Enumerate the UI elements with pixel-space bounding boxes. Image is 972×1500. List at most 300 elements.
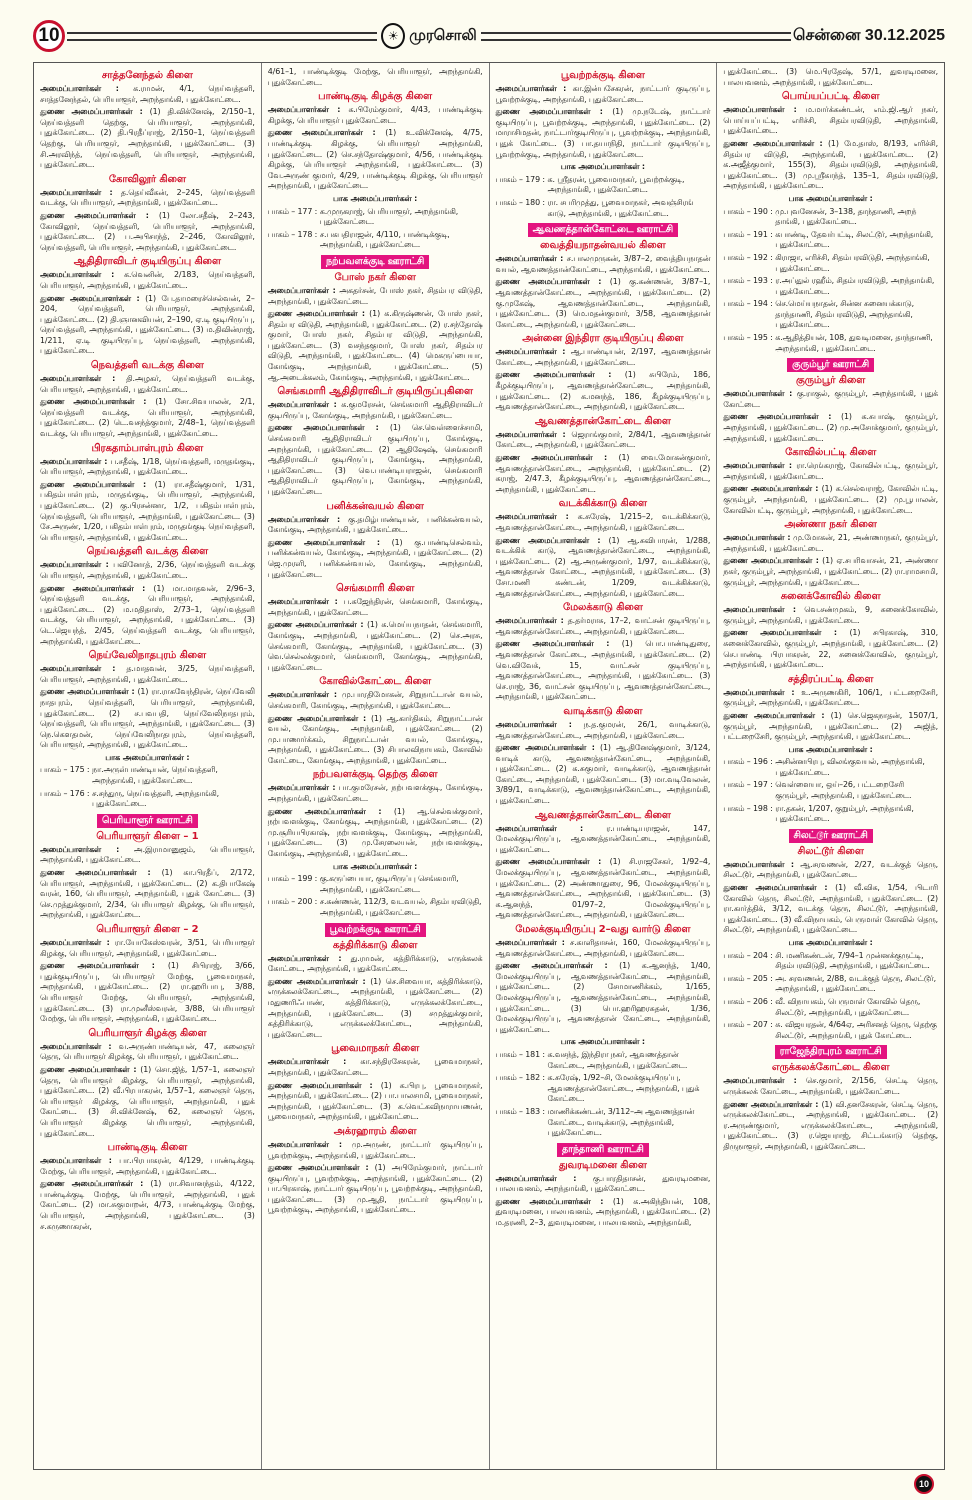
part-text: க.சுரேஷ், 1/92–சி, மேலக்குடியிருப்பு, ஆவணத்தான்கோட்டை, அறந்தாங்கி, புதுக் கோட்டை. bbox=[547, 1073, 700, 1104]
part-text: க.ஆதித்தியன், 108, துவடிமனை, தாந்தாணி, அறந்தாங்கி, புதுக்கோட்டை. bbox=[775, 333, 933, 353]
entry-label: துணை அமைப்பாளர்கள் : bbox=[40, 1179, 144, 1189]
deputy-organizers-entry bbox=[40, 868, 255, 921]
masthead bbox=[33, 18, 945, 54]
organizers-entry bbox=[268, 690, 483, 711]
entry-label: அமைப்பாளர்கள் : bbox=[495, 84, 567, 93]
entry-text: (1) சபிரகாஷ், 310, சுனைக்கோவில், குரும்பூர், அறந்தாங்கி, புதுக்கோட்டை. (2) செ.பாண்டி பிரபாகரன், 22, சுனைக்கோவில், குரும்பூர், அறந்தாங்கி, புதுக்கோட்டை. bbox=[723, 628, 938, 670]
entry-text: (1) க.ஆனந்த், 1/40, மேலக்குடியிருப்பு, ஆவணத்தான்கோட்டை, அறந்தாங்கி, புதுக்கோட்டை. (2) சோமாணிக்கம், 1/165, மேலக்குடியிருப்பு, ஆவணத்தான்கோட்டை, அறந்தாங்கி, புதுக்கோட்டை. (3) பொ.ஹரிஹரசுதன், 1/36, மேலக்குடியிருப்பு, ஆவணத்தான் கோட்டை, அறந்தாங்கி, புதுக்கோட்டை. bbox=[495, 961, 711, 1034]
entry-label: துணை அமைப்பாளர்கள் : bbox=[495, 857, 602, 867]
entry-text: ரா.ரெங்கராஜ், கோவில்பட்டி, குரும்பூர், அறந்தாங்கி, புதுக்கோட்டை. bbox=[723, 461, 938, 481]
entry-label: அமைப்பாளர்கள் : bbox=[267, 597, 338, 607]
newspaper-name: முரசொலி bbox=[409, 26, 477, 44]
entry-label: துணை அமைப்பாளர்கள் : bbox=[40, 293, 140, 303]
entry-text: (1) பொ.பாண்டிதுரை, ஆவணத்தான் கோட்டை, அறந்தாங்கி, புதுக்கோட்டை. (2) வெ.விவேக், 15, வாட்சன் குடியிருப்பு, ஆவணத்தான்கோட்டை, அறந்தாங்கி, புதுக்கோட்டை. (3) செ.ராஜ், 36, வாட்சன் குடியிருப்பு, ஆவணத்தான்கோட்டை, அறந்தாங்கி, புதுக்கோட்டை. bbox=[495, 639, 711, 702]
part-number: பாகம் – 183 : bbox=[495, 1106, 545, 1116]
branch-heading: வடக்கிக்காடு கிளை bbox=[558, 498, 647, 510]
deputy-organizers-entry bbox=[723, 1100, 938, 1153]
branch-heading: அண்ணா நகர் கிளை bbox=[784, 519, 877, 531]
continued-text: 4/61–1, பாண்டிக்குடி மேற்கு, பெரியாளூர், அறந்தாங்கி, புதுக்கோட்டை. bbox=[267, 67, 483, 87]
deputy-organizers-entry bbox=[40, 211, 255, 253]
entry-text: வெ.சண்முகம், 9, சுனைக்கோவில், குரும்பூர், அறந்தாங்கி, புதுக்கோட்டை. bbox=[723, 605, 939, 625]
part-text: மு.புவனேசன், 3–138, தாந்தாணி, அறந் தாங்கி, புதுக்கோட்டை. bbox=[775, 206, 917, 227]
entry-label: துணை அமைப்பாளர்கள் : bbox=[40, 687, 135, 697]
entry-text: ஜெராங்குமார், 2/84/1, ஆவணத்தான் கோட்டை, அறந்தாங்கி, புதுக்கோட்டை. bbox=[495, 429, 711, 450]
panchayat-banner-label: பூவற்றக்குடி ஊராட்சி bbox=[325, 923, 426, 937]
part-number: பாகம் – 195 : bbox=[723, 333, 773, 343]
part-text: வெள்ளையா, ஒய்–26, பட்டறைசேரி குரும்பூர், அறந்தாங்கி, புதுக்கோட்டை. bbox=[775, 780, 912, 801]
organizers-entry bbox=[723, 860, 938, 881]
entry-text: (1) க.அகிந்தியன், 108, துவரடிமனை, பாலயவனம், அறந்தாங்கி, புதுக்கோட்டை. (2) ம.தரணி, 2–3, துவரடிமனை, பாலயவனம், அறந்தாங்கி, bbox=[495, 1196, 711, 1228]
branch-heading: அன்னை இந்திரா குடியிருப்பு கிளை bbox=[522, 333, 684, 345]
entry-label: துணை அமைப்பாளர்கள் : bbox=[723, 883, 828, 893]
branch-heading: பூவற்றக்குடி கிளை bbox=[560, 70, 645, 81]
organizers-entry bbox=[723, 461, 938, 482]
part-number: பாகம் – 196 : bbox=[723, 757, 773, 767]
deputy-organizers-entry bbox=[496, 453, 711, 495]
entry-label: அமைப்பாளர்கள் : bbox=[723, 533, 791, 543]
deputy-organizers-entry bbox=[496, 536, 711, 600]
part-entry bbox=[723, 207, 938, 228]
entry-text: ம.மார்க்கண்டன், எம்.ஜி.ஆர் நகர், பொய்யப்பட்டி, எரிச்சி, சிதம்பரவிடுதி, அறந்தாங்கி, புதுக்கோட்டை. bbox=[723, 105, 938, 136]
panchayat-banner-label: நற்பவளக்குடி ஊராட்சி bbox=[321, 255, 429, 269]
organizers-entry bbox=[40, 374, 255, 395]
entry-label: துணை அமைப்பாளர்கள் : bbox=[40, 479, 147, 489]
part-organizers-heading: பாக அமைப்பாளர்கள் : bbox=[560, 1037, 645, 1047]
deputy-organizers-entry bbox=[496, 639, 711, 703]
entry-label: துணை அமைப்பாளர்கள் : bbox=[495, 961, 608, 971]
entry-text: (1) அபிரேம்குமார், நாட்டார் குடியிருப்பு, பூவற்றக்குடி, அறந்தாங்கி, புதுக்கோட்டை. (2) பா.பிரகாஷ், நாட்டார் குடியிருப்பு, பூவற்றக்குடி, அறந்தாங்கி, புதுக்கோட்டை. (3) மு.ஆதி, நாட்டார் குடியிருப்பு, பூவற்றக்குடி, அறந்தாங்கி, புதுக்கோட்டை. bbox=[267, 1163, 483, 1215]
entry-text: வ.அருண்பாண்டியன், 47, கலைஞர் தெரு, பெரியாளூர் கிழக்கு, பெரியாளூர், புதுக்கோட்டை. bbox=[40, 1041, 255, 1062]
entry-label: அமைப்பாளர்கள் : bbox=[40, 1041, 112, 1051]
deputy-organizers-entry bbox=[40, 397, 255, 439]
part-entry bbox=[268, 897, 483, 918]
entry-label: துணை அமைப்பாளர்கள் : bbox=[723, 138, 823, 148]
branch-heading: எருக்கலக்கோட்டை கிளை bbox=[771, 1062, 890, 1074]
organizers-entry bbox=[496, 824, 711, 856]
part-number: பாகம் – 207 : bbox=[723, 1020, 773, 1030]
entry-text: ச.பாலமுருகன், 3/87–2, வைத்தியநாதன் வயல், ஆவணத்தான்கோட்டை, அறந்தாங்கி, புதுக்கோட்டை. bbox=[495, 254, 711, 274]
entry-label: அமைப்பாளர்கள் : bbox=[495, 429, 566, 439]
organizers-entry bbox=[496, 254, 711, 275]
deputy-organizers-entry bbox=[268, 423, 483, 497]
part-number: பாகம் – 205 : bbox=[723, 973, 773, 983]
branch-heading: துவரடிமனை கிளை bbox=[558, 1159, 647, 1171]
entry-text: (1) மா.மாதவன், 2/96–3, நெய்வத்தளி வடக்கு, பெரியாளூர், அறந்தாங்கி, புதுக்கோட்டை. (2) ம.மதிதாஸ், 2/73–1, நெய்வத்தளி வடக்கு, பெரியாளூர், அறந்தாங்கி, புதுக்கோட்டை. (3) டெ.ஜெயந்த், 2/45, நெய்வத்தளி வடக்கு, பெரியாளூர், அறந்தாங்கி, புதுக்கோட்டை. bbox=[40, 583, 255, 646]
branch-heading: கத்திரிக்காடு கிளை bbox=[332, 939, 418, 951]
entry-text: த.மாதவன், 3/25, நெய்வத்தளி, பெரியாளூர், அறந்தாங்கி, புதுக்கோட்டை. bbox=[40, 664, 255, 684]
organizers-entry bbox=[40, 84, 255, 105]
part-organizers-heading: பாக அமைப்பாளர்கள் : bbox=[788, 193, 873, 203]
entry-label: துணை அமைப்பாளர்கள் : bbox=[495, 107, 603, 117]
part-number: பாகம் – 181 : bbox=[495, 1049, 545, 1059]
branch-heading: அக்ரஹாரம் கிளை bbox=[333, 1125, 417, 1137]
entry-text: (1) ரா.சிவானந்தம், 4/122, பாண்டிக்குடி மேற்கு, பெரியாளூர், அறந்தாங்கி, புதுக் கோட்டை. (2) மா.சுகுமாறன், 4/73, பாண்டிக்குடி மேற்கு, பெரியாளூர், அறந்தாங்கி, புதுக்கோட்டை. (3) ச.கருணாகரன், bbox=[40, 1179, 255, 1231]
organizers-entry bbox=[496, 1174, 711, 1195]
organizers-entry bbox=[723, 105, 938, 137]
part-number: பாகம் – 192 : bbox=[723, 252, 773, 262]
organizers-entry bbox=[723, 1076, 938, 1097]
part-text: சு. விஜயரதன், 4/64ஏ, அரிசனத் தெரு, தெற்கு சிலட்டூர், அறந்தாங்கி, புதுக் கோட்டை. bbox=[775, 1020, 937, 1040]
deputy-organizers-entry bbox=[40, 480, 255, 544]
organizers-entry bbox=[496, 938, 711, 959]
entry-label: துணை அமைப்பாளர்கள் : bbox=[723, 628, 837, 638]
branch-heading: பொய்யப்பட்டி கிளை bbox=[781, 91, 880, 103]
part-number: பாகம் – 194 : bbox=[723, 299, 773, 309]
entry-text: (1) ரா.ராகவேந்திரன், நெய்வேலி நாதபுரம், நெய்வத்தளி, பெரியாளூர், அறந்தாங்கி, புதுக்கோட்டை. (2) ச.பவபதி, நெய்வேலிநாதபுரம், நெய்வத்தளி, பெரியாளூர், அறந்தாங்கி, புதுக்கோட்டை. (3) நெ.கௌதமன், நெய்வேலிநாதபுரம், நெய்வத்தளி, பெரியாளூர், அறந்தாங்கி, புதுக்கோட்டை. bbox=[40, 687, 255, 750]
branch-heading: வைத்தியநாதன்வயல் கிளை bbox=[540, 240, 666, 252]
panchayat-banner bbox=[496, 1143, 711, 1157]
organizers-entry bbox=[268, 1057, 483, 1078]
part-text: சி. மணிகண்டன், 7/94–1 முன்னக்குருட்டி, சிதம்பரவிடுதி, அறந்தாங்கி, புதுக்கோட்டை. bbox=[775, 950, 930, 971]
entry-label: துணை அமைப்பாளர்கள் : bbox=[267, 713, 367, 723]
part-number: பாகம் – 177 : bbox=[267, 206, 318, 216]
entry-text: (1) லோ.சதீஷ், 2–243, கோவிலூர், நெய்வத்தளி, பெரியாளூர், அறந்தாங்கி, புதுக்கோட்டை. (2) ப.அபிசாந்த், 2–246, கோவிலூர், நெய்வத்தளி, பெரியாளூர், அறந்தாங்கி, புதுக்கோட்டை. bbox=[40, 210, 255, 252]
branch-heading: மேலக்காடு கிளை bbox=[562, 602, 643, 614]
part-entry bbox=[723, 780, 938, 801]
entry-label: துணை அமைப்பாளர்கள் : bbox=[495, 743, 595, 753]
part-number: பாகம் – 190 : bbox=[723, 206, 773, 216]
entry-label: துணை அமைப்பாளர்கள் : bbox=[267, 537, 380, 547]
organizers-entry bbox=[496, 430, 711, 451]
organizers-entry bbox=[496, 84, 711, 105]
entry-text: (1) ஆ.செல்வக்குமார், நற்பவளக்குடி, கோங்குடி, அறந்தாங்கி, புதுக்கோட்டை. (2) மு.சூரியபிரகாஷ், நற்பவளக்குடி, கோங்குடி, அறந்தாங்கி, புதுக்கோட்டை. (3) மு.சேரலையன், நற்பவளக்குடி, கோங்குடி, அறந்தாங்கி, புதுக்கோட்டை. bbox=[267, 806, 483, 859]
panchayat-banner-label: தாந்தாணி ஊராட்சி bbox=[557, 1143, 649, 1157]
part-entry bbox=[268, 207, 483, 228]
entry-label: துணை அமைப்பாளர்கள் : bbox=[267, 620, 364, 630]
part-number: பாகம் – 180 : bbox=[495, 197, 545, 207]
part-number: பாகம் – 200 : bbox=[267, 897, 318, 907]
entry-label: அமைப்பாளர்கள் : bbox=[267, 105, 341, 115]
organizers-entry bbox=[268, 105, 483, 126]
part-organizers-heading: பாக அமைப்பாளர்கள் : bbox=[332, 861, 418, 871]
entry-text: (1) ஆ.தினேஷ்குமார், 3/124, வாடிக் காடு, ஆவணத்தான்கோட்டை, அறந்தாங்கி, புதுக்கோட்டை. (2) க.சுகுமார், வாடிக்காடு, ஆவணத்தான் கோட்டை, அறந்தாங்கி, புதுக்கோட்டை. (3) மா.வடிவேலன், 3/89/1, வாடிக்காடு, ஆவணத்தான்கோட்டை, அறந்தாங்கி, புதுக்கோட்டை. bbox=[495, 743, 711, 806]
deputy-organizers-entry bbox=[40, 294, 255, 358]
branch-heading: பெரியாளூர் கிளை – 1 bbox=[96, 830, 199, 842]
entry-label: அமைப்பாளர்கள் : bbox=[495, 512, 569, 522]
branch-heading: மேலக்குடியிருப்பு 2–வது வார்டு கிளை bbox=[515, 924, 691, 935]
entry-text: (1) வி.தனசேகரன், செட்டி தெரு, எருக்கலக்கோட்டை, அறந்தாங்கி, புதுக்கோட்டை. (2) ர.அருண்குமார், எருக்கலக்கோட்டை, அறந்தாங்கி, புதுக்கோட்டை. (3) ர.ஜெயராஜ், சிட்டங்காடு தெற்கு, திருநாளூர், அறந்தாங்கி, புதுக்கோட்டை. bbox=[723, 1099, 938, 1151]
entry-label: அமைப்பாளர்கள் : bbox=[40, 560, 109, 570]
organizers-entry bbox=[268, 597, 483, 618]
deputy-organizers-entry bbox=[723, 628, 938, 670]
entry-text: (1) மே.தாஸ், 8/193, எரிச்சி, சிதம்பர விடுதி, அறந்தாங்கி, புதுக்கோட்டை. (2) க.அஜீத்குமார், 155(3), சிதம்பரவிடுதி, அறந்தாங்கி, புதுக்கோட்டை. (3) மு.ஸ்ரீகாந்த், 135–1, சிதம்பரவிடுதி, அறந்தாங்கி, புதுக்கோட்டை. bbox=[723, 138, 938, 191]
panchayat-banner bbox=[40, 814, 255, 828]
branch-heading: வாடிக்காடு கிளை bbox=[563, 705, 643, 717]
branch-heading: செங்கமாரி கிளை bbox=[335, 583, 415, 595]
deputy-organizers-entry bbox=[268, 807, 483, 860]
deputy-organizers-entry bbox=[723, 412, 938, 444]
entry-text: பா.குமரேசன், நற்பவளக்குடி, கோங்குடி, அறந்தாங்கி, புதுக்கோட்டை. bbox=[267, 783, 483, 804]
part-text: ரா.தகன், 1/207, குறும்பூர், அறந்தாங்கி, புதுக்கோட்டை. bbox=[775, 803, 914, 824]
organizers-entry bbox=[268, 1140, 483, 1161]
branch-heading: செங்கமாரி ஆதிதிராவிடர் குடியிருப்புகிளை bbox=[277, 386, 473, 398]
part-entry bbox=[496, 1050, 711, 1071]
organizers-entry bbox=[40, 1042, 255, 1063]
entry-label: அமைப்பாளர்கள் : bbox=[40, 938, 110, 947]
part-organizers-heading: பாக அமைப்பாளர்கள் : bbox=[560, 162, 645, 172]
part-text: அ. சரவணன், 2/88, வடக்குத் தெரு, சிலட்டூர், அறந்தாங்கி, புதுக்கோட்டை. bbox=[775, 973, 937, 994]
part-number: பாகம் – 206 : bbox=[723, 996, 773, 1006]
deputy-organizers-entry bbox=[496, 857, 711, 921]
entry-text: கு.ராகுல், குரும்பூர், அறந்தாங்கி, புதுக் கோட்டை. bbox=[723, 389, 939, 409]
branch-heading: கோவில்பட்டி கிளை bbox=[785, 447, 877, 459]
deputy-organizers-entry bbox=[496, 743, 711, 807]
entry-label: துணை அமைப்பாளர்கள் : bbox=[495, 1196, 604, 1206]
column-4 bbox=[717, 63, 944, 1469]
entry-label: துணை அமைப்பாளர்கள் : bbox=[267, 1080, 373, 1090]
entry-label: துணை அமைப்பாளர்கள் : bbox=[40, 961, 155, 971]
entry-text: (1) க.மெய்யநாதன், செங்கமாரி, கோங்குடி, அறந்தாங்கி, புதுக்கோட்டை. (2) செ.அரசு, செங்கமாரி, கோங்குடி, அறந்தாங்கி, புதுக்கோட்டை. (3) வெ.செல்லக்குமார், செங்கமாரி, கோங்குடி, அறந்தாங்கி, புதுக்கோட்டை. bbox=[267, 620, 483, 672]
part-number: பாகம் – 191 : bbox=[723, 229, 773, 239]
branch-heading: சத்திரப்பட்டி கிளை bbox=[787, 673, 874, 685]
rising-sun-emblem-icon: ☀ bbox=[381, 23, 405, 49]
entry-label: துணை அமைப்பாளர்கள் : bbox=[40, 210, 149, 220]
entry-text: (1) கு.பாண்டிசெல்வம், பனிக்கன்வயல், கோங்குடி, அறந்தாங்கி, புதுக்கோட்டை. (2) ஜெ.முரளி, பனிக்கன்வயல், கோங்குடி, அறந்தாங்கி, புதுக்கோட்டை. bbox=[267, 537, 483, 579]
entry-label: அமைப்பாளர்கள் : bbox=[723, 687, 795, 697]
entry-text: ஆ.பாண்டியன், 2/197, ஆவணத்தான் கோட்டை, அறந்தாங்கி, புதுக்கோட்டை. bbox=[495, 347, 711, 367]
part-entry bbox=[723, 951, 938, 972]
entry-label: துணை அமைப்பாளர்கள் : bbox=[723, 556, 819, 566]
column-3 bbox=[490, 63, 718, 1469]
panchayat-banner bbox=[723, 829, 938, 843]
entry-text: த.தெய்வீகன், 2–245, நெய்வத்தளி வடக்கு, பெரியாளூர், அறந்தாங்கி, புதுக்கோட்டை. bbox=[40, 187, 255, 208]
part-text: கபாண்டி, தேவர்பட்டி, சிலட்டூர், அறந்தாங்கி, புதுக்கோட்டை. bbox=[775, 229, 934, 250]
entry-label: அமைப்பாளர்கள் : bbox=[40, 187, 113, 197]
part-entry bbox=[496, 198, 711, 219]
entry-label: அமைப்பாளர்கள் : bbox=[723, 859, 794, 869]
part-number: பாகம் – 193 : bbox=[723, 276, 773, 286]
organizers-entry bbox=[723, 389, 938, 410]
entry-label: அமைப்பாளர்கள் : bbox=[40, 270, 115, 280]
deputy-organizers-entry bbox=[268, 128, 483, 192]
part-text: ரா. சபரிமுத்து, பூவைமாநகர், அவஞ்சிரங் காடு, அறந்தாங்கி, புதுக்கோட்டை. bbox=[547, 197, 694, 218]
part-number: பாகம் – 199 : bbox=[267, 874, 318, 884]
deputy-organizers-entry bbox=[40, 961, 255, 1025]
entry-label: அமைப்பாளர்கள் : bbox=[495, 347, 566, 357]
entry-label: அமைப்பாளர்கள் : bbox=[40, 844, 120, 854]
entry-text: ரா.யோகேஸ்வரன், 3/51, பெரியாளூர் கிழக்கு, பெரியாளூர், அறந்தாங்கி, புதுக்கோட்டை. bbox=[40, 938, 255, 958]
entry-text: கா.இன்பசேகரன், நாட்டார் குடிருப்பு, பூவற்றக்குடி, அறந்தாங்கி, புதுக்கோட்டை. bbox=[495, 84, 711, 104]
organizers-entry bbox=[40, 1156, 255, 1177]
entry-label: துணை அமைப்பாளர்கள் : bbox=[40, 583, 146, 593]
part-number: பாகம் – 175 : bbox=[40, 765, 90, 775]
organizers-entry bbox=[268, 515, 483, 536]
entry-text: ந.த.குமரன், 26/1, வாடிக்காடு, ஆவணத்தான்கோட்டை, அறந்தாங்கி, புதுக்கோட்டை. bbox=[495, 719, 711, 740]
entry-text: மு.பாரதிமோகன், சிறுநாட்டான் வயல், செங்கமாரி, கோங்குடி, அறந்தாங்கி, புதுக்கோட்டை. bbox=[267, 690, 483, 710]
entry-text: (1) க.கிருஷ்ணன், போஸ் நகர், சிதம்பர விடுதி, அறந்தாங்கி, புதுக்கோட்டை. (2) ர.சந்தோஷ் குமார், போஸ் நகர், சிதம்பர விடுதி, அறந்தாங்கி, புதுக்கோட்டை. (3) வசந்தகுமார், போஸ் நகர், சிதம்பர விடுதி, அறந்தாங்கி, புதுக்கோட்டை. (4) மெகருப்பையா, கோங்குடி, அறந்தாங்கி, புதுக்கோட்டை. (5) ஆ.அடைக்கலம், கோங்குடி, அறந்தாங்கி, புதுக்கோட்டை. bbox=[267, 309, 483, 382]
part-number: பாகம் – 198 : bbox=[723, 803, 773, 813]
entry-label: அமைப்பாளர்கள் : bbox=[267, 400, 337, 410]
entry-text: (1) ரா.சதீஷ்குமார், 1/31, பகிதம்பாள்புரம், மருதங்குடி, பெரியாளூர், அறந்தாங்கி, புதுக்கோட்டை. (2) கு.பிரசன்னா, 1/2, பகிதம்பாள்புரம், நெய்வத்தளி, பெரியாளூர், அறந்தாங்கி, புதுக்கோட்டை. (3) சே.அருண், 1/20, பகிதம்பாள்புரம், மருதங்குடி நெய்வத்தளி, பெரியாளூர், அறந்தாங்கி, புதுக்கோட்டை. bbox=[40, 479, 255, 542]
entry-label: துணை அமைப்பாளர்கள் : bbox=[723, 412, 832, 422]
entry-text: (1) ஏ.சபரிவாசன், 21, அண்ணா நகர், குரும்பூர், அறந்தாங்கி, புதுக்கோட்டை. (2) ரா.ராமசாமி, குரும்பூர், அறந்தாங்கி, புதுக்கோட்டை. bbox=[723, 556, 938, 587]
part-number: பாகம் – 176 : bbox=[40, 788, 90, 798]
entry-text: து.ராமன், கத்திரிக்காடு, எருக்கலக் கோட்டை, அறந்தாங்கி, புதுக்கோட்டை. bbox=[267, 953, 483, 974]
branch-heading: பாண்டிகுடி கிழக்கு கிளை bbox=[318, 91, 433, 103]
deputy-organizers-entry bbox=[496, 107, 711, 160]
deputy-organizers-entry bbox=[268, 620, 483, 673]
entry-text: க.குமரேசன், செங்கமாரி ஆதிதிராவிடர் குடியிருப்பு, கோங்குடி, அறந்தாங்கி, புதுக்கோட்டை. bbox=[267, 400, 483, 420]
entry-label: அமைப்பாளர்கள் : bbox=[267, 285, 336, 295]
organizers-entry bbox=[496, 347, 711, 368]
entry-text: த.தர்மராசு, 17–2, வாட்சன் குடியிருப்பு, ஆவணத்தான்கோட்டை, அறந்தாங்கி, புதுக்கோட்டை. bbox=[495, 616, 711, 636]
organizers-entry bbox=[723, 688, 938, 709]
entry-label: துணை அமைப்பாளர்கள் : bbox=[723, 710, 825, 720]
branch-heading: பிரகதாம்பாள்புரம் கிளை bbox=[91, 442, 204, 454]
entry-label: அமைப்பாளர்கள் : bbox=[723, 461, 792, 471]
entry-label: அமைப்பாளர்கள் : bbox=[495, 254, 564, 264]
branch-heading: ஆதிதிராவிடர் குடியிருப்பு கிளை bbox=[73, 256, 221, 268]
branch-heading: குரும்பூர் கிளை bbox=[796, 375, 866, 387]
branch-heading: கோவிலூர் கிளை bbox=[108, 173, 186, 185]
footer-page-number: 10 bbox=[914, 1474, 934, 1494]
deputy-organizers-entry bbox=[496, 1197, 711, 1229]
part-organizers-heading: பாக அமைப்பாளர்கள் : bbox=[788, 744, 873, 754]
branch-heading: நெய்வேலிநாதபுரம் கிளை bbox=[88, 650, 207, 662]
deputy-organizers-entry bbox=[40, 107, 255, 171]
entry-text: க.பிரேம்குமார், 4/43, பாண்டிக்குடி கிழக்கு, பெரியாளூர் புதுக்கோட்டை. bbox=[267, 105, 483, 125]
entry-label: அமைப்பாளர்கள் : bbox=[723, 105, 797, 115]
entry-text: (1) க.செல்வராஜ், கோவில்பட்டி, குரும்பூர், அறந்தாங்கி, புதுக்கோட்டை. (2) மு.பூபாலன், கோவில்பட்டி, குரும்பூர், அறந்தாங்கி, புதுக்கோட்டை. bbox=[723, 484, 939, 515]
part-entry bbox=[496, 1107, 711, 1139]
deputy-organizers-entry bbox=[268, 309, 483, 383]
entry-text: மு.அருண், நாட்டார் குடியிருப்பு, பூவற்றக்குடி, அறந்தாங்கி, புதுக்கோட்டை. bbox=[267, 1139, 483, 1160]
entry-label: அமைப்பாளர்கள் : bbox=[267, 1139, 342, 1149]
panchayat-banner bbox=[723, 358, 938, 372]
entry-label: அமைப்பாளர்கள் : bbox=[40, 664, 116, 674]
part-organizers-heading: பாக அமைப்பாளர்கள் : bbox=[105, 752, 190, 762]
entry-label: அமைப்பாளர்கள் : bbox=[40, 1156, 112, 1166]
deputy-organizers-entry bbox=[268, 1081, 483, 1123]
entry-text: (1) க.சுபாஷ், குரும்பூர், அறந்தாங்கி, புதுக்கோட்டை. (2) மு.அசோக்குமார், குரும்பூர், அறந்தாங்கி, புதுக்கோட்டை. bbox=[723, 412, 938, 443]
part-text: செ.மெய்யநாதன், சின்ன சுனையக்காடு, தாந்தாணி, சிதம்பரவிடுதி, அறந்தாங்கி, புதுக்கோட்டை. bbox=[775, 299, 914, 330]
branch-heading: பனிக்கன்வயல் கிளை bbox=[326, 500, 424, 512]
entry-text: அகதர்சன், போஸ் நகர், சிதம்பர விடுதி, அறந்தாங்கி, புதுக்கோட்டை. bbox=[267, 285, 483, 306]
part-text: வீ. விநாயகம், பெருமாள் கோவில் தெரு, சிலட்டூர், அறந்தாங்கி, புதுக்கோட்டை. bbox=[775, 996, 921, 1017]
organizers-entry bbox=[496, 512, 711, 533]
entry-text: உ.அருணகிரி, 106/1, பட்டறைசேரி, குரும்பூர், அறந்தாங்கி, புதுக்கோட்டை. bbox=[723, 687, 938, 708]
entry-label: அமைப்பாளர்கள் : bbox=[267, 953, 342, 963]
entry-text: (1) கு.கண்ணன், 3/87–1, ஆவணத்தான்கோட்டை, அறந்தாங்கி, புதுக்கோட்டை. (2) கு.முகேஷ், ஆவணத்தான்கோட்டை, அறந்தாங்கி, புதுக்கோட்டை. (3) மெ.மதன்குமார், 3/58, ஆவணத்தான் கோட்டை, அறந்தாங்கி, புதுக்கோட்டை. bbox=[495, 277, 711, 329]
entry-label: துணை அமைப்பாளர்கள் : bbox=[40, 1064, 137, 1074]
entry-label: துணை அமைப்பாளர்கள் : bbox=[495, 277, 602, 287]
entry-text: செ.குமார், 2/156, செட்டி தெரு, எருக்கலக் கோட்டை, அறந்தாங்கி, புதுக்கோட்டை. bbox=[723, 1076, 938, 1096]
part-text: கிராஜா, எரிச்சி, சிதம்பரவிடுதி, அறந்தாங்கி, புதுக்கோட்டை. bbox=[775, 252, 930, 273]
part-organizers-heading: பாக அமைப்பாளர்கள் : bbox=[788, 938, 873, 947]
entry-label: துணை அமைப்பாளர்கள் : bbox=[267, 423, 379, 433]
entry-label: அமைப்பாளர்கள் : bbox=[40, 84, 119, 93]
entry-text: க.சுரேஷ், 1/215–2, வடக்கிக்காடு, ஆவணத்தான்கோட்டை, அறந்தாங்கி, புதுக்கோட்டை. bbox=[495, 512, 711, 532]
entry-text: (1) செ.ஜெகநாதன், 1507/1, குரும்பூர், அறந்தாங்கி, புதுக்கோட்டை. (2) அஜித், பட்டறைசேரி, குரும்பூர், அறந்தாங்கி, புதுக்கோட்டை. bbox=[723, 710, 938, 742]
part-text: அசின்னபிரபு, விலங்குவயல், அறந்தாங்கி, புதுக்கோட்டை. bbox=[775, 757, 925, 777]
part-number: பாகம் – 204 : bbox=[723, 950, 773, 960]
entry-text: மு.மோகன், 21, அண்ணாநகர், குரும்பூர், அறந்தாங்கி, புதுக்கோட்டை. bbox=[723, 533, 938, 553]
masthead-rule bbox=[67, 32, 377, 41]
panchayat-banner bbox=[496, 223, 711, 237]
part-text: மாணிக்கண்டன், 3/112–அ ஆவணத்தான் கோட்டை, வாடிக்காடு, அறந்தாங்கி, புதுக்கோட்டை. bbox=[547, 1106, 695, 1138]
organizers-entry bbox=[40, 938, 255, 959]
organizers-entry bbox=[496, 616, 711, 637]
entry-text: (1) சொ.ஜித், 1/57–1, கலைஞர் தெரு, பெரியாளூர் கிழக்கு, பெரியாளூர், அறந்தாங்கி, புதுக்கோட்டை. (2) வீ.பிரபாகரன், 1/57–1, கலைஞர் தெரு, பெரியாளூர் கிழக்கு, பெரியாளூர், அறந்தாங்கி, புதுக் கோட்டை. (3) சி.விக்னேஷ், 62, கலைஞர் தெரு, பெரியாளூர் கிழக்கு பெரியாளூர், அறந்தாங்கி, புதுக்கோட்டை. bbox=[40, 1064, 255, 1138]
entry-label: துணை அமைப்பாளர்கள் : bbox=[267, 128, 376, 138]
entry-label: அமைப்பாளர்கள் : bbox=[723, 389, 793, 399]
part-entry bbox=[723, 299, 938, 331]
entry-text: (1) பே.தாமரைச்செல்வன், 2–204, நெய்வத்தளி, பெரியாளூர், அறந்தாங்கி, புதுக்கோட்டை. (2) தி.ஞானவியன், 2–190, ஏ.டி குடியிருப்பு, நெய்வத்தளி, அறந்தாங்கி, புதுக்கோட்டை. (3) ம.திவின்ராஜ், 1/211, ஏ.டி குடியிருப்பு, நெய்வத்தளி, அறந்தாங்கி, புதுக்கோட்டை. bbox=[40, 293, 255, 356]
branch-heading: ஆவணத்தான்கோட்டை கிளை bbox=[534, 415, 671, 427]
branch-heading: கோவில்கோட்டை கிளை bbox=[319, 676, 431, 688]
entry-label: அமைப்பாளர்கள் : bbox=[495, 616, 564, 626]
organizers-entry bbox=[40, 457, 255, 478]
part-entry bbox=[723, 974, 938, 995]
entry-text: அ.இராமானுஜம், பெரியாளூர், அறந்தாங்கி, புதுக்கோட்டை. bbox=[40, 844, 255, 865]
entry-label: துணை அமைப்பாளர்கள் : bbox=[267, 806, 382, 816]
part-entry bbox=[723, 230, 938, 251]
panchayat-banner bbox=[723, 1045, 938, 1059]
entry-label: துணை அமைப்பாளர்கள் : bbox=[267, 976, 366, 986]
branch-heading: நெவத்தளி வடக்கு கிளை bbox=[90, 360, 204, 372]
deputy-organizers-entry bbox=[496, 961, 711, 1035]
entry-text: (1) கா.பிரதீப், 2/172, பெரியாளூர், அறந்தாங்கி, புதுக்கோட்டை. (2) க.திபாகேஷ் வரன், 160, பெரியாளூர், அறந்தாங்கி, புதுக் கோட்டை. (3) செ.முத்துக்குமார், 2/34, பெரியாளூர் கிழக்கு, பெரியாளூர், அறந்தாங்கி, புதுக்கோட்டை. bbox=[40, 868, 255, 920]
entry-label: துணை அமைப்பாளர்கள் : bbox=[267, 1163, 369, 1173]
part-text: ச.சந்துரு, நெய்வத்தளி, அறந்தாங்கி, புதுக்கோட்டை. bbox=[92, 788, 220, 809]
entry-label: துணை அமைப்பாளர்கள் : bbox=[40, 107, 143, 117]
deputy-organizers-entry bbox=[40, 584, 255, 648]
entry-text: (1) வீ.விக, 1/54, பிடாரி கோவில் தெரு, சிலட்டூர், அறந்தாங்கி, புதுக்கோட்டை. (2) ரா.கார்த்திக், 3/12, வடக்கு தெரு, சிலட்டூர், அறந்தாங்கி, புதுக்கோட்டை. (3) வீ.விநாயகம், பெருமாள் கோவில் தெரு, சிலட்டூர், அறந்தாங்கி, புதுக்கோட்டை. bbox=[723, 883, 938, 935]
panchayat-banner-label: சிலட்டூர் ஊராட்சி bbox=[789, 829, 873, 843]
part-entry bbox=[496, 1073, 711, 1105]
part-text: ர.அப்துல் ரஹீம், சிதம்பரவிடுதி, அறந்தாங்கி, புதுக்கோட்டை. bbox=[775, 276, 935, 296]
part-entry bbox=[40, 789, 255, 810]
newspaper-logo bbox=[379, 23, 479, 49]
entry-label: துணை அமைப்பாளர்கள் : bbox=[495, 639, 610, 649]
branch-heading: நெய்வத்தளி வடக்கு கிளை bbox=[86, 546, 209, 558]
branch-heading: சுனைக்கோவில் கிளை bbox=[780, 591, 881, 603]
branch-heading: பெரியாளூர் கிழக்கு கிளை bbox=[88, 1027, 207, 1039]
entry-label: துணை அமைப்பாளர்கள் : bbox=[495, 453, 608, 463]
entry-label: துணை அமைப்பாளர்கள் : bbox=[723, 1099, 819, 1109]
organizers-entry bbox=[723, 605, 938, 626]
part-number: பாகம் – 182 : bbox=[495, 1073, 545, 1083]
dateline: சென்னை 30.12.2025 bbox=[793, 27, 946, 44]
organizers-entry bbox=[268, 400, 483, 421]
masthead-rule bbox=[481, 32, 791, 41]
part-text: கு.கருப்பையா, குடியிருப்பு செங்கமாரி, அறந்தாங்கி, புதுக்கோட்டை. bbox=[319, 874, 459, 894]
entry-label: அமைப்பாளர்கள் : bbox=[723, 605, 796, 615]
entry-text: தி.அழகர், நெய்வத்தளி வடக்கு, பெரியாளூர், அறந்தாங்கி, புதுக்கோட்டை. bbox=[40, 374, 255, 394]
organizers-entry bbox=[496, 720, 711, 741]
part-text: நா.அருள்பாண்டியன், நெய்வத்தளி, அறந்தாங்கி, புதுக்கோட்டை. bbox=[92, 765, 218, 786]
deputy-organizers-entry bbox=[496, 370, 711, 412]
entry-text: (1) சி.ராஜசேகர், 1/92–4, மேலக்குடியிருப்பு, ஆவணத்தான்கோட்டை, அறந்தாங்கி, புதுக்கோட்டை. (2) அண்ணாதுரை, 96, மேலக்குடியிருப்பு, ஆவணத்தான்கோட்டை, அறந்தாங்கி, புதுக்கோட்டை. (3) க.ஆனந்த், 01/97–2, மேலக்குடியிருப்பு, ஆவணத்தான்கோட்டை, அறந்தாங்கி, புதுக்கோட்டை. bbox=[495, 857, 711, 920]
part-text: க.வசந்த், இந்திரா நகர், ஆவணத்தான் கோட்டை, அறந்தாங்கி, புதுக்கோட்டை. bbox=[547, 1049, 688, 1070]
part-entry bbox=[496, 175, 711, 196]
organizers-entry bbox=[268, 783, 483, 804]
branch-heading: பூவைமாநகர் கிளை bbox=[331, 1043, 420, 1055]
deputy-organizers-entry bbox=[723, 556, 938, 588]
deputy-organizers-entry bbox=[268, 977, 483, 1041]
part-number: பாகம் – 179 : bbox=[495, 174, 545, 184]
entry-text: (1) மு.நடேஷ், நாட்டார் குடியிருப்பு, பூவற்றக்குடி, அறந்தாங்கி, புதுக்கோட்டை. (2) மாராசிமதன், நாட்டார்குடியிருப்பு, பூவற்றக்குடி, அறந்தாங்கி, புதுக் கோட்டை. (3) பா.தயாநிதி, நாட்டார் குடியிருப்பு, பூவற்றக்குடி, அறந்தாங்கி, புதுக்கோட்டை. bbox=[495, 107, 711, 159]
organizers-entry bbox=[40, 188, 255, 209]
entry-text: பவினோத், 2/36, நெய்வத்தளி வடக்கு பெரியாளூர், அறந்தாங்கி, புதுக்கோட்டை. bbox=[40, 560, 255, 580]
deputy-organizers-entry bbox=[40, 687, 255, 751]
entry-label: அமைப்பாளர்கள் : bbox=[495, 823, 584, 833]
part-entry bbox=[723, 253, 938, 274]
panchayat-banner bbox=[268, 923, 483, 937]
entry-label: அமைப்பாளர்கள் : bbox=[40, 456, 108, 466]
organizers-entry bbox=[40, 664, 255, 685]
part-number: பாகம் – 178 : bbox=[267, 229, 318, 239]
